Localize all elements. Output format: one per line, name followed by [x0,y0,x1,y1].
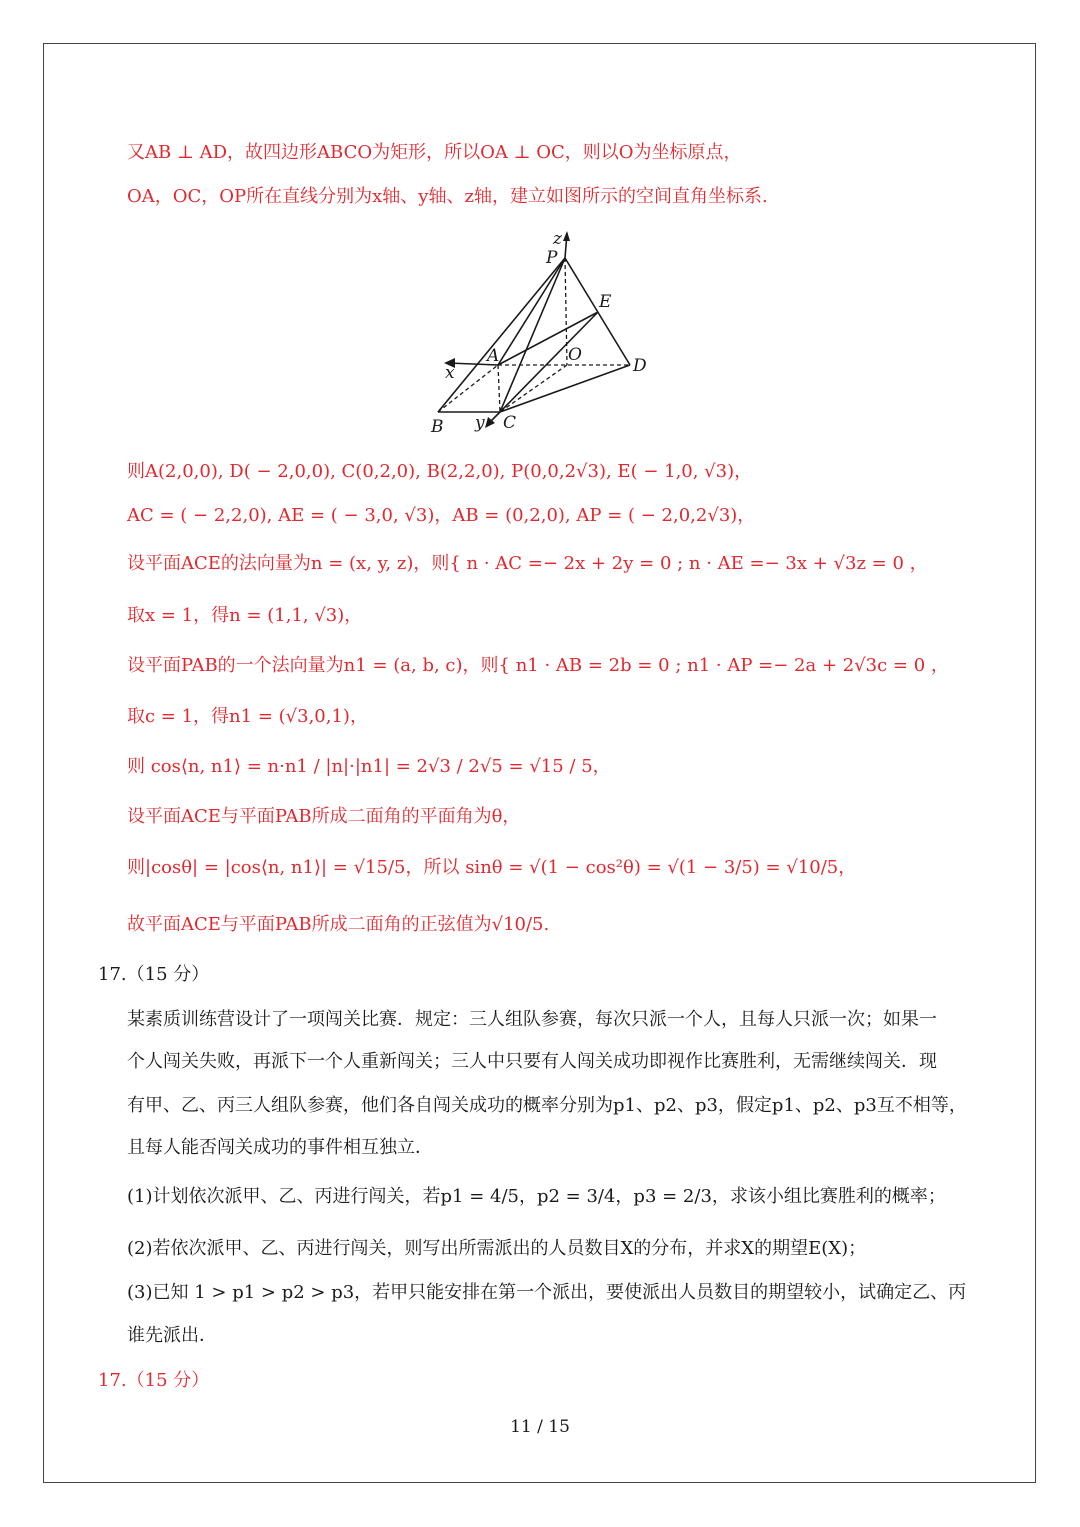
z-axis-arrow [563,231,570,241]
solution-line-6: 取x = 1，得n = (1,1, √3)， [127,605,363,626]
label-B: B [431,417,444,437]
label-A: A [487,346,500,366]
problem-17-question-1: (1)计划依次派甲、乙、丙进行闯关，若p1 = 4/5，p2 = 3/4，p3 = 2/3，求该小组比赛胜利的概率； [127,1186,946,1207]
answer-17-header: 17.（15 分） [98,1370,210,1391]
edge-AP [498,258,565,365]
edge-BP [438,258,565,412]
label-D: D [633,356,647,376]
label-z: z [553,229,562,249]
problem-17-para-1: 某素质训练营设计了一项闯关比赛．规定：三人组队参赛，每次只派一个人，且每人只派一次；如果一 [127,1009,937,1030]
label-E: E [599,292,612,312]
problem-17-para-3: 有甲、乙、丙三人组队参赛，他们各自闯关成功的概率分别为p1、p2、p3，假定p1、p2、p3互不相等， [127,1095,967,1116]
solution-line-7: 设平面PAB的一个法向量为n1 = (a, b, c)，则{ n1 · AB = 2b = 0 ; n1 · AP =− 2a + 2√3c = 0 ， [127,655,949,676]
problem-17-para-4: 且每人能否闯关成功的事件相互独立． [127,1137,433,1158]
label-C: C [503,413,517,433]
problem-17-question-3a: (3)已知 1 > p1 > p2 > p3，若甲只能安排在第一个派出，要使派出人员数目的期望较小，试确定乙、丙 [127,1282,967,1303]
problem-17-para-2: 个人闯关失败，再派下一个人重新闯关；三人中只要有人闯关成功即视作比赛胜利，无需继续闯关．现 [127,1051,937,1072]
pyramid-figure [430,228,660,438]
problem-17-header: 17.（15 分） [98,964,210,985]
label-O: O [568,345,582,365]
solution-line-12: 故平面ACE与平面PAB所成二面角的正弦值为√10/5. [127,914,550,935]
edge-AC [498,365,500,412]
edge-PO [565,258,567,365]
solution-line-3: 则A(2,0,0), D( − 2,0,0), C(0,2,0), B(2,2,0), P(0,0,2√3), E( − 1,0, √3)， [127,461,753,482]
problem-17-question-2: (2)若依次派甲、乙、丙进行闯关，则写出所需派出的人员数目X的分布，并求X的期望E(X)； [127,1238,867,1259]
solution-line-10: 设平面ACE与平面PAB所成二面角的平面角为θ， [127,806,521,827]
solution-line-5: 设平面ACE的法向量为n = (x, y, z)，则{ n · AC =− 2x + 2y = 0 ; n · AE =− 3x + √3z = 0 ， [127,553,928,574]
problem-17-question-3b: 谁先派出． [127,1325,217,1346]
edge-CD [500,365,630,412]
solution-line-9: 则 cos⟨n, n1⟩ = n·n1 / |n|·|n1| = 2√3 / 2√5 = √15 / 5， [127,756,611,777]
edge-CE [500,312,598,412]
label-P: P [546,248,558,268]
solution-line-11: 则|cosθ| = |cos⟨n, n1⟩| = √15/5，所以 sinθ = √(1 − cos²θ) = √(1 − 3/5) = √10/5， [127,857,857,878]
solution-line-4: AC = ( − 2,2,0), AE = ( − 3,0, √3)，AB = (0,2,0), AP = ( − 2,0,2√3)， [127,505,756,526]
label-y: y [475,413,485,433]
solution-line-1: 又AB ⊥ AD，故四边形ABCO为矩形，所以OA ⊥ OC，则以O为坐标原点， [127,142,742,163]
label-x: x [445,363,455,383]
solution-line-8: 取c = 1，得n1 = (√3,0,1)， [127,706,368,727]
page-number: 11 / 15 [510,1417,570,1437]
solution-line-2: OA，OC，OP所在直线分别为x轴、y轴、z轴，建立如图所示的空间直角坐标系. [127,186,768,207]
